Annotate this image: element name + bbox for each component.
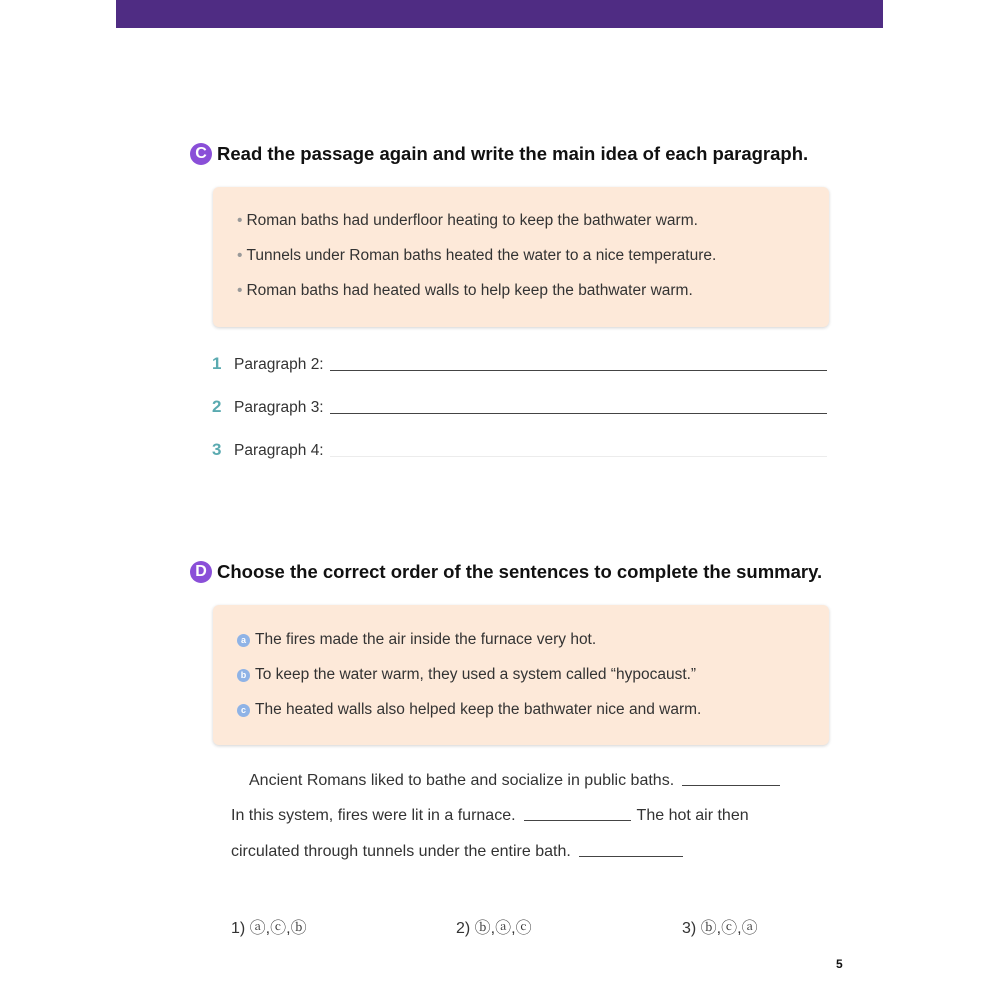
letter-c-icon: c [237, 704, 250, 717]
section-d-instruction: Choose the correct order of the sentences to complete the summary. [217, 561, 823, 582]
main-idea-option [237, 282, 693, 300]
section-d-badge: D [190, 561, 212, 583]
section-c-badge: C [190, 143, 212, 165]
answer-option-1[interactable]: 1) ⓐ,ⓒ,ⓑ [231, 920, 307, 937]
main-idea-option [237, 212, 698, 230]
answer-line-paragraph-2[interactable] [330, 369, 827, 371]
summary-line-3 [231, 843, 683, 861]
main-idea-options-box [213, 187, 829, 327]
summary-sentence-text: The fires made the air inside the furnace very hot. [255, 631, 597, 648]
answer-option-3[interactable]: 3) ⓑ,ⓒ,ⓐ [682, 920, 758, 937]
summary-text: Ancient Romans liked to bathe and socialize in public baths. [249, 772, 675, 789]
bullet-icon: • [237, 212, 243, 229]
main-idea-option-text: Tunnels under Roman baths heated the water to a nice temperature. [246, 247, 717, 264]
section-d-title [190, 561, 822, 583]
question-number: 2 [212, 397, 222, 416]
answer-option-2[interactable]: 2) ⓑ,ⓐ,ⓒ [456, 920, 532, 937]
bullet-icon: • [237, 282, 243, 299]
summary-blank-3[interactable] [579, 855, 683, 857]
question-number: 3 [212, 440, 222, 459]
summary-text: In this system, fires were lit in a furnace. [231, 807, 516, 824]
question-row-3 [212, 440, 827, 460]
letter-a-icon: a [237, 634, 250, 647]
question-row-1 [212, 354, 827, 374]
main-idea-option-text: Roman baths had underfloor heating to keep the bathwater warm. [246, 212, 698, 229]
summary-line-1 [249, 772, 780, 790]
answer-line-paragraph-3[interactable] [330, 412, 827, 414]
section-c-instruction: Read the passage again and write the main idea of each paragraph. [217, 143, 809, 164]
header-bar [116, 0, 883, 28]
question-label: Paragraph 2: [234, 356, 324, 373]
main-idea-option [237, 247, 716, 265]
summary-sentence-text: To keep the water warm, they used a system called “hypocaust.” [255, 666, 697, 683]
summary-sentence [237, 666, 696, 684]
main-idea-option-text: Roman baths had heated walls to help keep the bathwater warm. [246, 282, 693, 299]
letter-b-icon: b [237, 669, 250, 682]
page-number: 5 [836, 957, 843, 971]
summary-line-2 [231, 807, 749, 825]
summary-sentence [237, 701, 701, 719]
answer-line-paragraph-4[interactable] [330, 455, 827, 457]
question-label: Paragraph 3: [234, 399, 324, 416]
summary-blank-2[interactable] [524, 819, 631, 821]
question-number: 1 [212, 354, 222, 373]
summary-sentence [237, 631, 596, 649]
question-row-2 [212, 397, 827, 417]
summary-blank-1[interactable] [682, 784, 780, 786]
bullet-icon: • [237, 247, 243, 264]
section-c-title [190, 143, 808, 165]
summary-sentences-box [213, 605, 829, 745]
question-label: Paragraph 4: [234, 442, 324, 459]
summary-text: The hot air then [636, 807, 749, 824]
summary-text: circulated through tunnels under the entire bath. [231, 843, 571, 860]
summary-sentence-text: The heated walls also helped keep the bathwater nice and warm. [255, 701, 702, 718]
